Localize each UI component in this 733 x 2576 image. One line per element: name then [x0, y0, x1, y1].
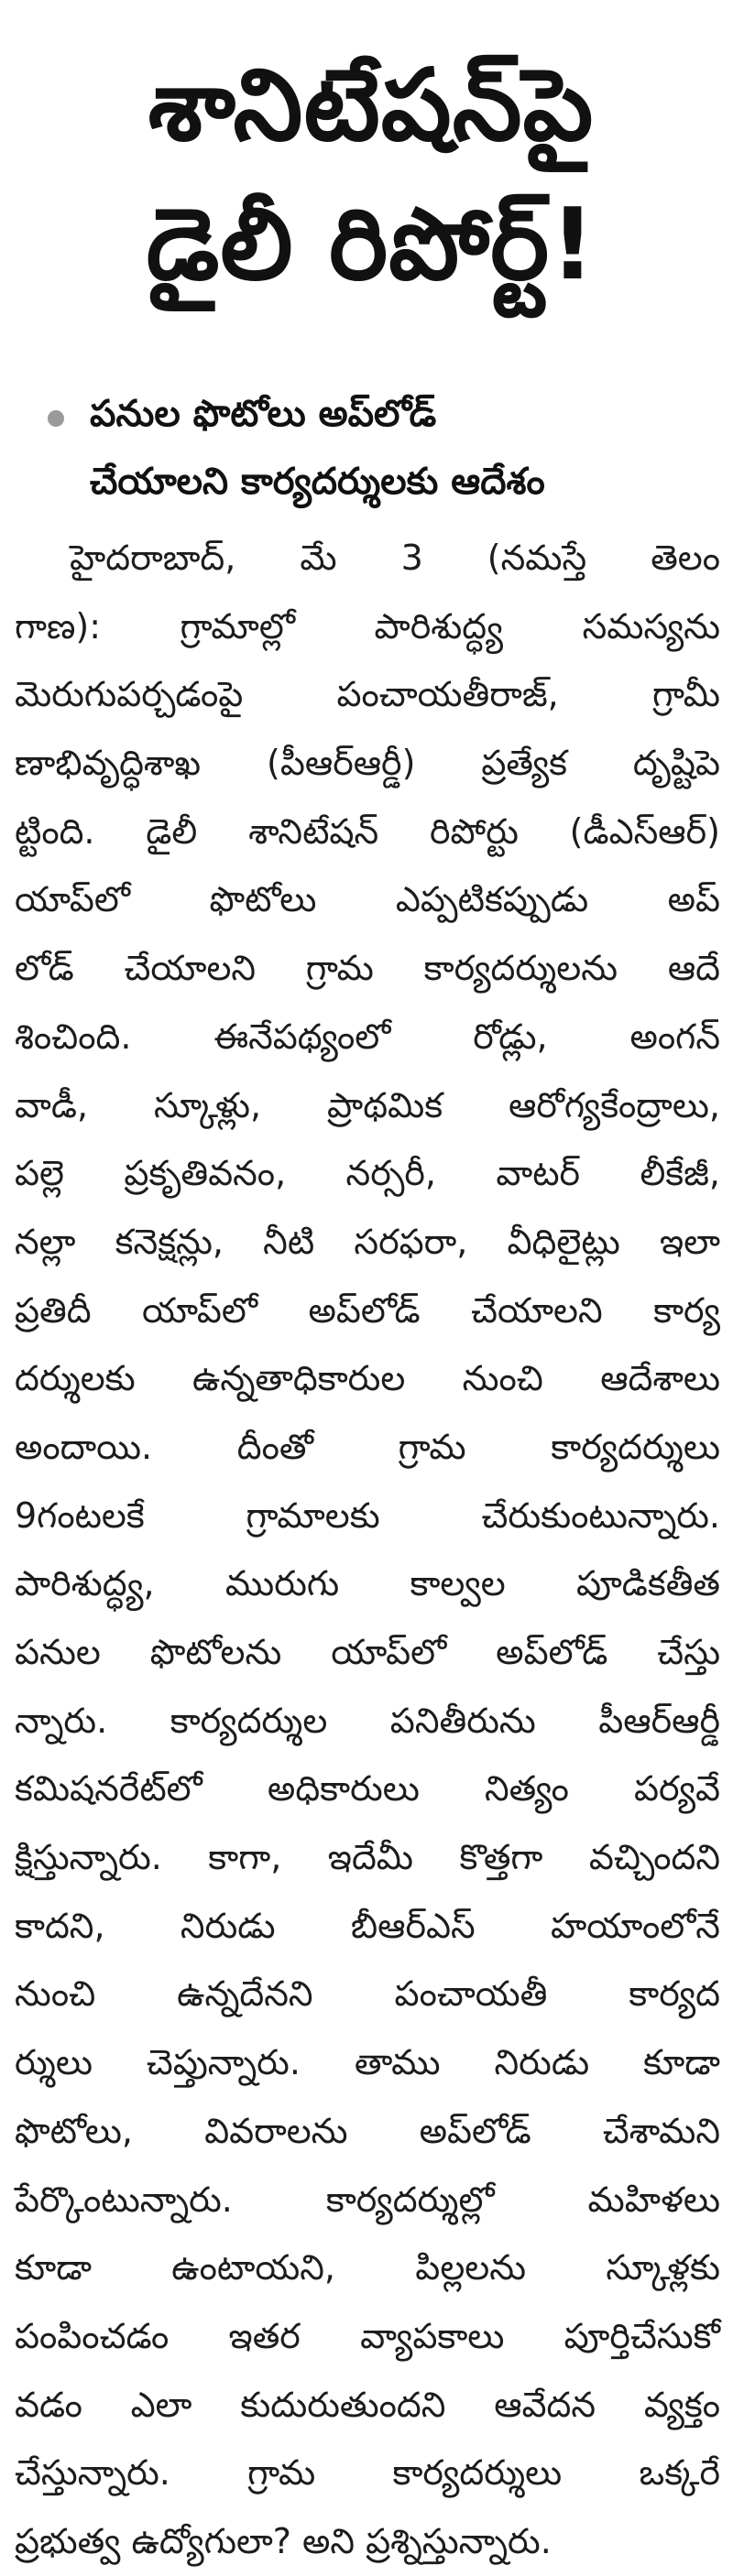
body-line: గాణ): గ్రామాల్లో పారిశుద్ధ్య సమస్యను: [15, 605, 720, 647]
subheading: [27, 385, 715, 520]
body-line: ర్శులు చెప్తున్నారు. తాము నిరుడు కూడా: [15, 2042, 720, 2083]
body-line: పల్లె ప్రకృతివనం, నర్సరీ, వాటర్‌ లీకేజీ,: [15, 1153, 720, 1194]
body-line: క్షిస్తున్నారు. కాగా, ఇదేమీ కొత్తగా వచ్చిందని: [15, 1837, 720, 1878]
subheading-row: [27, 385, 715, 452]
body-line: ట్టింది. డైలీ శానిటేషన్‌ రిపోర్టు (డీఎస్‌ఆర్‌): [15, 810, 720, 852]
subheading-row: [27, 452, 715, 520]
headline-line-2: డైలీ రిపోర్ట్‌!: [146, 188, 596, 302]
body-line: మెరుగుపర్చడంపై పంచాయతీరాజ్‌, గ్రామీ: [15, 674, 720, 715]
body-line: నుంచి ఉన్నదేనని పంచాయతీ కార్యద: [15, 1973, 720, 2015]
body-line: పారిశుద్ధ్య, మురుగు కాల్వల పూడికతీత: [15, 1563, 720, 1604]
body-line: నల్లా కనెక్షన్లు, నీటి సరఫరా, వీధిలైట్లు ఇలా: [15, 1221, 720, 1262]
body-line: పనుల ఫొటోలను యాప్‌లో అప్‌లోడ్‌ చేస్తు: [15, 1632, 720, 1672]
body-line: కమిషనరేట్‌లో అధికారులు నిత్యం పర్యవే: [15, 1768, 720, 1810]
body-line: యాప్‌లో ఫొటోలు ఎప్పటికప్పుడు అప్‌: [15, 879, 720, 920]
body-line: పేర్కొంటున్నారు. కార్యదర్శుల్లో మహిళలు: [15, 2179, 720, 2220]
body-line: ప్రతిదీ యాప్‌లో అప్‌లోడ్‌ చేయాలని కార్య: [15, 1289, 720, 1331]
body-line: పంపించడం ఇతర వ్యాపకాలు పూర్తిచేసుకో: [15, 2315, 720, 2356]
article-body: [15, 524, 720, 2576]
headline-line-1: శానిటేషన్‌పై: [148, 49, 595, 163]
body-line: ణాభివృద్ధిశాఖ (పీఆర్‌ఆర్డీ) ప్రత్యేక దృష్టిపె: [15, 743, 720, 784]
body-line: అందాయి. దీంతో గ్రామ కార్యదర్శులు: [15, 1426, 720, 1467]
headline: [27, 37, 715, 315]
subheading-line-1: పనుల ఫొటోలు అప్‌లోడ్‌: [90, 393, 437, 435]
body-line: న్నారు. కార్యదర్శుల పనితీరును పీఆర్‌ఆర్డీ: [15, 1700, 720, 1741]
subheading-line-2: చేయాలని కార్యదర్శులకు ఆదేశం: [90, 461, 545, 503]
bullet-icon: [48, 410, 64, 427]
body-line: కూడా ఉంటాయని, పిల్లలను స్కూళ్లకు: [15, 2247, 720, 2288]
body-line: లోడ్‌ చేయాలని గ్రామ కార్యదర్శులను ఆదే: [15, 948, 720, 989]
body-line: వడం ఎలా కుదురుతుందని ఆవేదన వ్యక్తం: [15, 2384, 720, 2425]
body-line: 9గంటలకే గ్రామాలకు చేరుకుంటున్నారు.: [15, 1495, 720, 1536]
body-line: వాడీ, స్కూళ్లు, ప్రాథమిక ఆరోగ్యకేంద్రాలు,: [15, 1084, 720, 1125]
body-line: ప్రభుత్వ ఉద్యోగులా? అని ప్రశ్నిస్తున్నారు.: [15, 2520, 552, 2561]
body-line: ఫొటోలు, వివరాలను అప్‌లోడ్‌ చేశామని: [15, 2110, 720, 2151]
body-line: హైదరాబాద్‌, మే 3 (నమస్తే తెలం: [70, 538, 720, 578]
body-line: దర్శులకు ఉన్నతాధికారుల నుంచి ఆదేశాలు: [15, 1358, 720, 1399]
body-line: కాదని, నిరుడు బీఆర్‌ఎస్‌ హయాంలోనే: [15, 1905, 720, 1946]
body-line: చేస్తున్నారు. గ్రామ కార్యదర్శులు ఒక్కరే: [15, 2452, 720, 2494]
body-line: శించింది. ఈనేపథ్యంలో రోడ్లు, అంగన్‌: [15, 1016, 720, 1057]
